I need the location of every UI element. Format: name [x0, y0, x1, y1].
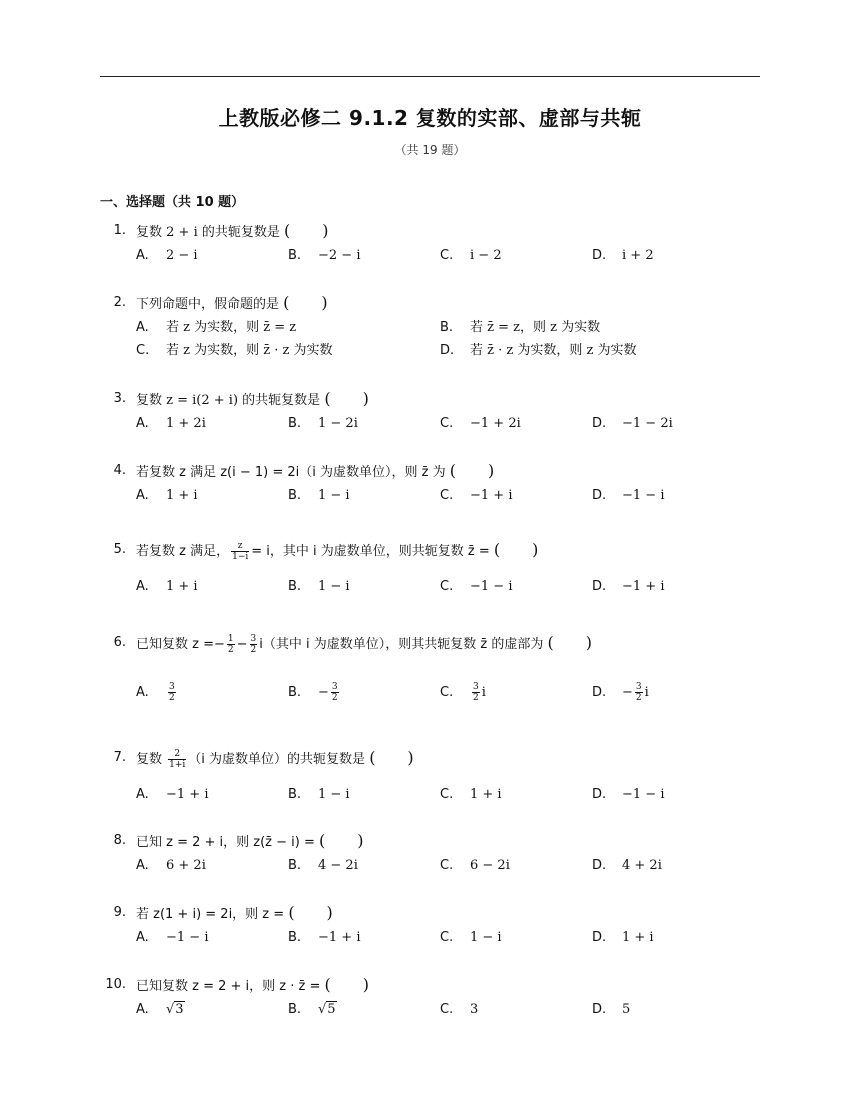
option-value: −1 − 2i — [622, 416, 673, 431]
option-value: −1 + i — [622, 579, 665, 594]
question-number: 4. — [113, 463, 126, 478]
fraction-den: 2 — [473, 693, 479, 703]
option-value: 6 + 2i — [166, 858, 206, 873]
option-label: B. — [288, 579, 302, 594]
answer-paren: ( ) — [493, 540, 539, 559]
option-label: C. — [440, 579, 454, 594]
option-value: 5 — [622, 1002, 631, 1017]
fraction-num: z — [231, 541, 249, 552]
question-number: 3. — [113, 391, 126, 406]
option-d — [440, 342, 636, 360]
option-label: B. — [288, 248, 302, 263]
sqrt-expr: √3 — [166, 1002, 184, 1017]
option-a — [136, 319, 296, 337]
question-text: 已知复数 z =− $\frac{1}{2}$ − $\frac{3}{2}$ i（其中 i 为虚数单位），则其共轭复数 z̄ 的虚部为 ( ) — [136, 633, 592, 655]
option-label: D. — [592, 1002, 607, 1017]
option-b — [440, 319, 600, 337]
option-label: C. — [440, 685, 454, 700]
option-label: D. — [592, 858, 607, 873]
option-value: −1 + i — [166, 787, 209, 802]
option-label: D. — [592, 787, 607, 802]
option-d — [592, 1001, 630, 1019]
option-a — [136, 1001, 185, 1019]
option-b — [288, 247, 360, 265]
option-d — [592, 929, 654, 947]
question-text: 已知 z = 2 + i，则 z(z̄ − i) = ( ) — [136, 831, 364, 850]
option-value: 3 — [470, 1002, 479, 1017]
fraction-den: 2 — [331, 693, 338, 703]
option-label: C. — [440, 488, 454, 503]
option-label: A. — [136, 488, 149, 503]
option-value: −1 + 2i — [470, 416, 521, 431]
option-value: −1 + i — [318, 930, 361, 945]
option-c — [440, 578, 512, 596]
option-value: $\frac{3}{2}$ i — [473, 682, 486, 703]
option-label: D. — [592, 416, 607, 431]
question-text: 复数 2 + i 的共轭复数是 ( ) — [136, 221, 329, 240]
section-heading: 一、选择题（共 10 题） — [100, 195, 245, 210]
question-text: 若 z(1 + i) = 2i，则 z = ( ) — [136, 903, 333, 922]
option-label: A. — [136, 320, 149, 335]
fraction-num: 2 — [168, 749, 186, 760]
option-value: 6 − 2i — [470, 858, 510, 873]
answer-paren: ( ) — [449, 461, 495, 480]
option-value: −1 − i — [622, 488, 665, 503]
option-value: −1 + i — [470, 488, 513, 503]
answer-paren: ( ) — [324, 389, 369, 408]
top-rule — [100, 76, 760, 77]
option-label: D. — [592, 488, 607, 503]
option-label: C. — [440, 787, 454, 802]
option-c — [440, 929, 502, 947]
fraction — [227, 634, 235, 655]
option-b — [288, 415, 358, 433]
option-label: D. — [592, 579, 607, 594]
math-expr: 2 + i — [166, 225, 198, 240]
option-label: A. — [136, 787, 149, 802]
question-number: 9. — [113, 905, 126, 920]
question-number: 1. — [113, 223, 126, 238]
option-value: 4 − 2i — [318, 858, 358, 873]
fraction — [331, 682, 339, 703]
answer-paren: ( ) — [284, 221, 329, 240]
option-value: 2 − i — [166, 248, 198, 263]
fraction — [472, 682, 480, 703]
option-value: 若 z̄ = z，则 z 为实数 — [470, 320, 601, 335]
answer-paren: ( ) — [324, 975, 369, 994]
option-label: B. — [288, 685, 302, 700]
question-text: 复数 z = i(2 + i) 的共轭复数是 ( ) — [136, 389, 369, 408]
option-label: A. — [136, 416, 149, 431]
option-label: C. — [440, 930, 454, 945]
option-b — [288, 682, 341, 703]
answer-paren: ( ) — [319, 831, 364, 850]
fraction-den: 2 — [227, 645, 234, 655]
answer-paren: ( ) — [283, 293, 328, 312]
option-value: − $\frac{3}{2}$ i — [622, 682, 649, 703]
option-c — [440, 487, 512, 505]
option-a — [136, 415, 206, 433]
question-text: 若复数 z 满足 z(i − 1) = 2i（i 为虚数单位），则 z̄ 为 ( ) — [136, 461, 495, 480]
option-label: B. — [288, 787, 302, 802]
option-label: A. — [136, 248, 149, 263]
option-a — [136, 578, 198, 596]
fraction-num: 3 — [169, 682, 175, 692]
option-value — [166, 682, 178, 703]
option-label: B. — [288, 416, 302, 431]
radicand: 5 — [327, 1002, 336, 1017]
option-value: −1 − i — [470, 579, 513, 594]
option-b — [288, 487, 350, 505]
option-value: 1 + i — [166, 579, 198, 594]
option-b — [288, 578, 350, 596]
option-label: D. — [592, 685, 607, 700]
option-value: − $\frac{3}{2}$ — [318, 682, 338, 703]
fraction-num: 3 — [473, 682, 479, 692]
option-value: −1 − i — [622, 787, 665, 802]
option-c — [440, 857, 510, 875]
fraction — [168, 682, 176, 703]
option-value: i − 2 — [470, 248, 502, 263]
option-label: B. — [288, 930, 302, 945]
option-label: A. — [136, 1002, 149, 1017]
option-label: A. — [136, 579, 149, 594]
option-c — [440, 247, 502, 265]
option-label: B. — [440, 320, 454, 335]
option-c — [440, 415, 521, 433]
option-value: 若 z̄ · z 为实数，则 z 为实数 — [470, 343, 637, 358]
option-label: C. — [136, 343, 150, 358]
option-c — [440, 682, 486, 703]
option-d — [592, 578, 664, 596]
option-c — [440, 1001, 478, 1019]
option-d — [592, 857, 662, 875]
page-subtitle: （共 19 题） — [394, 143, 466, 157]
option-label: D. — [592, 930, 607, 945]
option-label: C. — [440, 416, 454, 431]
option-label: B. — [288, 1002, 302, 1017]
question-text: 复数 $\frac{2}{1+i}$ （i 为虚数单位）的共轭复数是 ( ) — [136, 748, 414, 770]
option-value: −2 − i — [318, 248, 361, 263]
question-number: 6. — [113, 635, 126, 650]
option-a — [136, 786, 208, 804]
question-text: 若复数 z 满足， $\frac{z}{1-i}$ = i，其中 i 为虚数单位，则共轭复数 z̄ = ( ) — [136, 540, 539, 562]
option-value: 1 + i — [470, 787, 502, 802]
option-value: 1 − i — [470, 930, 502, 945]
option-d — [592, 682, 649, 703]
option-label: A. — [136, 858, 149, 873]
option-value: 1 + i — [622, 930, 654, 945]
fraction-den: 1−i — [232, 552, 249, 562]
question-number: 10. — [105, 977, 126, 992]
option-c — [136, 342, 332, 360]
option-value: 1 − i — [318, 488, 350, 503]
question-number: 5. — [113, 542, 126, 557]
option-value: 1 − i — [318, 787, 350, 802]
question-number: 8. — [113, 833, 126, 848]
question-number: 2. — [113, 295, 126, 310]
option-b — [288, 929, 360, 947]
radicand: 3 — [175, 1002, 184, 1017]
fraction-den: 2 — [635, 693, 642, 703]
fraction-num: 3 — [331, 682, 338, 692]
option-value: 若 z 为实数，则 z̄ · z 为实数 — [166, 343, 333, 358]
fraction-num: 1 — [227, 634, 234, 644]
option-d — [592, 415, 673, 433]
option-a — [136, 682, 178, 703]
option-label: D. — [592, 248, 607, 263]
fraction-den: 2 — [169, 693, 175, 703]
option-value: 4 + 2i — [622, 858, 662, 873]
math-expr: z = i(2 + i) — [166, 393, 239, 408]
option-b — [288, 786, 350, 804]
option-label: C. — [440, 1002, 454, 1017]
option-label: C. — [440, 248, 454, 263]
option-value: 若 z 为实数，则 z̄ = z — [166, 320, 297, 335]
option-value: 1 + i — [166, 488, 198, 503]
option-a — [136, 487, 198, 505]
option-label: A. — [136, 685, 149, 700]
question-text: 已知复数 z = 2 + i，则 z · z̄ = ( ) — [136, 975, 369, 994]
option-value — [166, 1001, 185, 1017]
fraction — [250, 634, 258, 655]
answer-paren: ( ) — [547, 633, 592, 652]
answer-paren: ( ) — [288, 903, 333, 922]
option-c — [440, 786, 502, 804]
answer-paren: ( ) — [369, 748, 414, 767]
option-value: 1 + 2i — [166, 416, 206, 431]
fraction-num: 3 — [635, 682, 642, 692]
option-d — [592, 786, 664, 804]
fraction — [231, 541, 249, 562]
fraction-num: 3 — [250, 634, 257, 644]
option-value: 1 − i — [318, 579, 350, 594]
option-a — [136, 857, 206, 875]
option-value: i + 2 — [622, 248, 654, 263]
page-title: 上教版必修二 9.1.2 复数的实部、虚部与共轭 — [218, 106, 642, 130]
question-text: 下列命题中，假命题的是 ( ) — [136, 293, 328, 312]
fraction — [168, 749, 186, 770]
option-label: B. — [288, 488, 302, 503]
question-number: 7. — [113, 750, 126, 765]
fraction-den: 1+i — [169, 760, 186, 770]
option-label: D. — [440, 343, 455, 358]
option-d — [592, 247, 654, 265]
option-d — [592, 487, 664, 505]
option-value: 1 − 2i — [318, 416, 358, 431]
option-value: −1 − i — [166, 930, 209, 945]
option-value — [318, 1001, 337, 1017]
option-label: B. — [288, 858, 302, 873]
fraction-den: 2 — [250, 645, 257, 655]
sqrt-expr: √5 — [318, 1002, 336, 1017]
fraction — [635, 682, 643, 703]
option-label: A. — [136, 930, 149, 945]
option-b — [288, 857, 358, 875]
option-label: C. — [440, 858, 454, 873]
option-a — [136, 929, 208, 947]
option-b — [288, 1001, 337, 1019]
option-a — [136, 247, 198, 265]
